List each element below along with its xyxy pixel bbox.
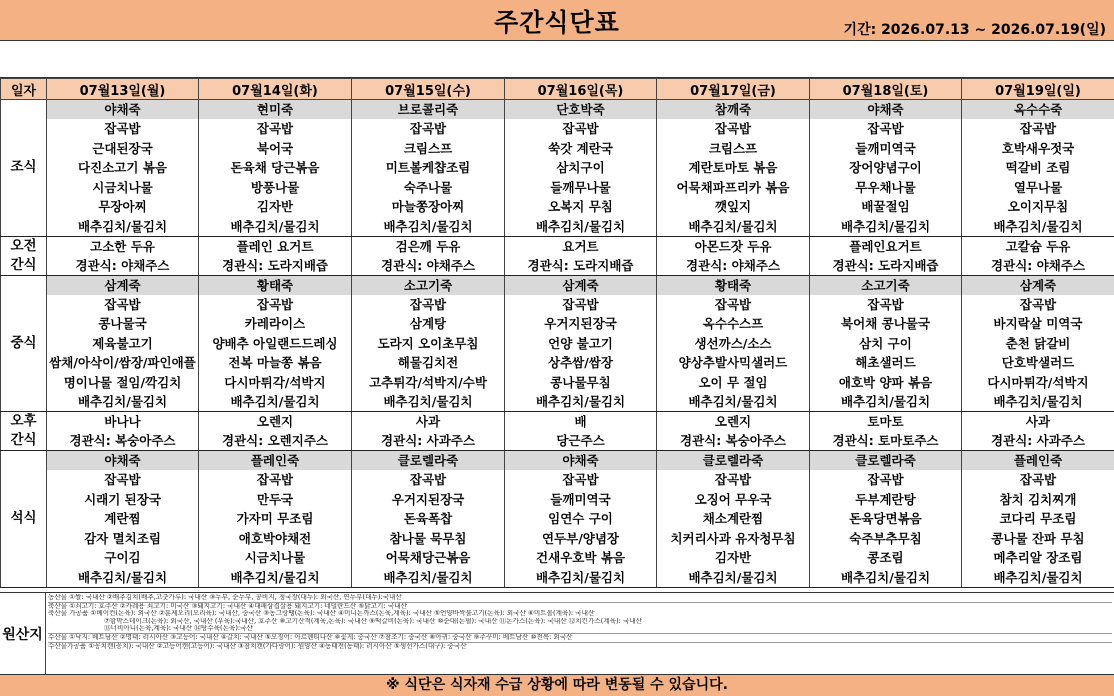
menu-item: 고칼슘 두유: [962, 236, 1114, 256]
menu-item: 잡곡밥: [47, 470, 199, 490]
menu-item: 상추쌈/쌈장: [505, 353, 657, 373]
menu-row: [1, 548, 1114, 568]
menu-item: 바지락살 미역국: [962, 314, 1114, 334]
menu-item: 건새우호박 볶음: [505, 548, 657, 568]
menu-item: 북어채 콩나물국: [810, 314, 962, 334]
header-bar: [0, 0, 1114, 41]
menu-item: 배추김치/물김치: [199, 568, 352, 588]
menu-item: 무우채나물: [810, 178, 962, 198]
menu-item: 사과: [352, 412, 505, 432]
menu-item: 경관식: 야채주스: [352, 256, 505, 276]
day-header: 07월15일(수): [352, 79, 505, 100]
origin-line-meat-processed-3: ⑬너비아니(돈육,계육): 국내산 ⑭탕수육(돈육):국산: [48, 625, 1112, 634]
menu-item: 잡곡밥: [199, 470, 352, 490]
menu-item: 제육불고기: [47, 334, 199, 354]
menu-row: [1, 295, 1114, 315]
menu-item: 클로렐라죽: [810, 451, 962, 471]
menu-item: 검은깨 두유: [352, 236, 505, 256]
menu-item: 숙주나물: [352, 178, 505, 198]
menu-item: 어묵채당근볶음: [352, 548, 505, 568]
menu-item: 춘천 닭갈비: [962, 334, 1114, 354]
day-header: 07월13일(월): [47, 79, 199, 100]
menu-item: 배추김치/물김치: [199, 217, 352, 237]
menu-item: 장어양념구이: [810, 158, 962, 178]
menu-item: 애호박 양파 볶음: [810, 373, 962, 393]
menu-item: 방풍나물: [199, 178, 352, 198]
menu-item: 계란토마토 볶음: [657, 158, 810, 178]
menu-item: 근대된장국: [47, 139, 199, 159]
menu-item: 명이나물 절임/깍김치: [47, 373, 199, 393]
menu-item: 오이지무침: [962, 197, 1114, 217]
menu-item: 잡곡밥: [962, 295, 1114, 315]
menu-item: 가자미 무조림: [199, 509, 352, 529]
menu-item: 생선까스/소스: [657, 334, 810, 354]
menu-item: 크림스프: [352, 139, 505, 159]
menu-item: 황태죽: [199, 275, 352, 295]
menu-item: 메추리알 장조림: [962, 548, 1114, 568]
menu-item: 시금치나물: [199, 548, 352, 568]
menu-item: 배추김치/물김치: [47, 568, 199, 588]
menu-table: [0, 78, 1114, 588]
day-header: 07월17일(금): [657, 79, 810, 100]
day-header: 07월19일(일): [962, 79, 1114, 100]
menu-item: 잡곡밥: [962, 119, 1114, 139]
menu-item: 플레인요거트: [810, 236, 962, 256]
menu-item: 삼치 구이: [810, 334, 962, 354]
menu-item: 두부계란탕: [810, 490, 962, 510]
menu-item: 바나나: [47, 412, 199, 432]
menu-row: [1, 197, 1114, 217]
menu-item: 애호박야채전: [199, 529, 352, 549]
menu-item: 단호박샐러드: [962, 353, 1114, 373]
menu-item: 떡갈비 조림: [962, 158, 1114, 178]
menu-item: 배추김치/물김치: [657, 392, 810, 412]
menu-item: 잡곡밥: [47, 295, 199, 315]
menu-item: 쑥갓 계란국: [505, 139, 657, 159]
menu-row: [1, 373, 1114, 393]
menu-item: 크림스프: [657, 139, 810, 159]
menu-item: 클로렐라죽: [352, 451, 505, 471]
menu-item: 삼계죽: [505, 275, 657, 295]
menu-item: 열무나물: [962, 178, 1114, 198]
menu-item: 옥수수죽: [962, 100, 1114, 120]
menu-item: 잡곡밥: [47, 119, 199, 139]
menu-item: 오징어 무우국: [657, 490, 810, 510]
menu-item: 현미죽: [199, 100, 352, 120]
menu-item: 참치 김치찌개: [962, 490, 1114, 510]
menu-item: 브로콜리죽: [352, 100, 505, 120]
menu-item: 잡곡밥: [199, 119, 352, 139]
menu-item: 해초샐러드: [810, 353, 962, 373]
menu-item: 김자반: [657, 548, 810, 568]
menu-row: [1, 529, 1114, 549]
menu-item: 계란찜: [47, 509, 199, 529]
menu-item: 숙주부추무침: [810, 529, 962, 549]
menu-item: 배추김치/물김치: [352, 568, 505, 588]
menu-item: 경관식: 복숭아주스: [657, 431, 810, 451]
origin-line-meat-processed-2: ⑦함박스테이크(돈육): 외국산, 국내산 (우육):국내산, 호주산 ⑧고기산적(계육,돈육): 국내산 ⑨떡갈비(돈육): 국내산 ⑩순대(돈혈): 국내산 ⑪돈가스(돈육): 국내산 ⑫치킨가스(계육): 국내산: [104, 617, 643, 625]
meal-label: 오후 간식: [1, 412, 47, 451]
menu-item: 플레인죽: [962, 451, 1114, 471]
menu-item: 잡곡밥: [810, 470, 962, 490]
menu-item: 들깨미역국: [505, 490, 657, 510]
menu-row: [1, 412, 1114, 432]
menu-item: 경관식: 도라지배즙: [199, 256, 352, 276]
menu-item: 깻잎지: [657, 197, 810, 217]
menu-item: 마늘쫑장아찌: [352, 197, 505, 217]
menu-item: 참나물 묵무침: [352, 529, 505, 549]
menu-row: [1, 568, 1114, 588]
notice-footer: ※ 식단은 식자재 수급 상황에 따라 변동될 수 있습니다.: [0, 675, 1114, 696]
menu-row: [1, 431, 1114, 451]
menu-item: 무장아찌: [47, 197, 199, 217]
date-header-label: 일자: [1, 79, 47, 100]
period-label: 기간: 2026.07.13 ~ 2026.07.19(일): [843, 22, 1106, 38]
menu-item: 코다리 무조림: [962, 509, 1114, 529]
menu-item: 아몬드잣 두유: [657, 236, 810, 256]
menu-item: 잡곡밥: [505, 119, 657, 139]
menu-item: 잡곡밥: [657, 119, 810, 139]
menu-item: 배추김치/물김치: [505, 568, 657, 588]
menu-item: 들깨미역국: [810, 139, 962, 159]
menu-row: [1, 217, 1114, 237]
menu-item: 삼치구이: [505, 158, 657, 178]
menu-item: 잡곡밥: [962, 470, 1114, 490]
menu-item: 토마토: [810, 412, 962, 432]
menu-item: 오렌지: [657, 412, 810, 432]
menu-item: 잡곡밥: [505, 470, 657, 490]
menu-item: 콩나물 잔파 무침: [962, 529, 1114, 549]
menu-item: 콩나물무침: [505, 373, 657, 393]
menu-item: 잡곡밥: [810, 119, 962, 139]
menu-item: 잡곡밥: [352, 470, 505, 490]
day-header: 07월16일(목): [505, 79, 657, 100]
menu-item: 요거트: [505, 236, 657, 256]
menu-item: 황태죽: [657, 275, 810, 295]
menu-item: 경관식: 토마토주스: [810, 431, 962, 451]
origin-line-seafood-processed: 수산물가공품 ①꽁치캔(꽁치): 국내산 ②고등어캔(고등어): 국내산 ③참치캔(가다랑어): 원양산 ④동태전(동태): 러시아산 ⑤생선가스(대구): 중국산: [48, 642, 467, 650]
menu-row: [1, 392, 1114, 412]
menu-item: 채소계란찜: [657, 509, 810, 529]
meal-label: 석식: [1, 451, 47, 588]
menu-item: 경관식: 사과주스: [962, 431, 1114, 451]
page-title: 주간식단표: [494, 8, 620, 37]
origin-label: 원산지: [0, 593, 46, 675]
menu-item: 야채죽: [47, 451, 199, 471]
menu-item: 우거지된장국: [352, 490, 505, 510]
menu-item: 배추김치/물김치: [657, 217, 810, 237]
menu-item: 플레인 요거트: [199, 236, 352, 256]
menu-item: 잡곡밥: [657, 295, 810, 315]
menu-item: 소고기죽: [352, 275, 505, 295]
menu-item: 사과: [962, 412, 1114, 432]
menu-item: 들깨무나물: [505, 178, 657, 198]
menu-item: 잡곡밥: [352, 119, 505, 139]
menu-item: 고추튀각/석박지/수박: [352, 373, 505, 393]
menu-item: 콩조림: [810, 548, 962, 568]
menu-item: 플레인죽: [199, 451, 352, 471]
blank-row: [0, 41, 1114, 78]
meal-label: 중식: [1, 275, 47, 412]
menu-item: 배추김치/물김치: [352, 217, 505, 237]
menu-item: 북어국: [199, 139, 352, 159]
menu-item: 카레라이스: [199, 314, 352, 334]
menu-row: [1, 509, 1114, 529]
menu-item: 다시마튀각/석박지: [962, 373, 1114, 393]
menu-item: 다진소고기 볶음: [47, 158, 199, 178]
menu-item: 해물김치전: [352, 353, 505, 373]
menu-row: [1, 334, 1114, 354]
menu-row: [1, 236, 1114, 256]
menu-item: 배추김치/물김치: [962, 568, 1114, 588]
menu-item: 잡곡밥: [810, 295, 962, 315]
menu-row: [1, 178, 1114, 198]
origin-line-meat-processed: 축산물 가공품 ①베이컨(돈육): 외국산 ②훈제오리(오리육): 국내산, 중국산 ③동그랑땡(돈육): 국내산 ④미니돈까스(돈육,계육): 국내산 ⑤언양바싹불고기(돈육): 외국산 ⑥미트볼(계육): 국내산: [48, 610, 595, 618]
menu-item: 언양 불고기: [505, 334, 657, 354]
menu-item: 배추김치/물김치: [810, 568, 962, 588]
menu-item: 시래기 된장국: [47, 490, 199, 510]
menu-item: 시금치나물: [47, 178, 199, 198]
menu-item: 경관식: 도라지배즙: [810, 256, 962, 276]
origin-line-seafood: 수산물 ①낙지: 베트남산 ②명태: 러시아산 ③고등어: 국내산 ④갈치: 국내산 ⑤오징어: 아르헨티나산 ⑥꽃게: 중국산 ⑦참조기: 중국산 ⑧아귀: 중국산 ⑨주꾸미: 베트남산 ⑩전복: 외국산: [48, 634, 1112, 643]
menu-item: 배: [505, 412, 657, 432]
menu-item: 삼계죽: [962, 275, 1114, 295]
origin-lines: [48, 594, 1112, 650]
menu-item: 삼계탕: [352, 314, 505, 334]
origin-section: [0, 592, 1114, 675]
menu-row: [1, 139, 1114, 159]
meal-label: 조식: [1, 100, 47, 237]
menu-item: 치커리사과 유자청무침: [657, 529, 810, 549]
menu-item: 경관식: 사과주스: [352, 431, 505, 451]
menu-item: 돈육채 당근볶음: [199, 158, 352, 178]
menu-item: 배추김치/물김치: [810, 392, 962, 412]
menu-row: [1, 119, 1114, 139]
menu-item: 감자 멸치조림: [47, 529, 199, 549]
menu-item: 호박새우젓국: [962, 139, 1114, 159]
menu-item: 배추김치/물김치: [199, 392, 352, 412]
menu-item: 배추김치/물김치: [657, 568, 810, 588]
menu-item: 돈육폭찹: [352, 509, 505, 529]
menu-row: [1, 490, 1114, 510]
menu-item: 야채죽: [505, 451, 657, 471]
menu-item: 오이 무 절임: [657, 373, 810, 393]
menu-item: 오렌지: [199, 412, 352, 432]
menu-item: 배추김치/물김치: [352, 392, 505, 412]
menu-item: 잡곡밥: [505, 295, 657, 315]
menu-item: 배추김치/물김치: [962, 217, 1114, 237]
menu-item: 잡곡밥: [199, 295, 352, 315]
menu-item: 경관식: 야채주스: [962, 256, 1114, 276]
menu-row: [1, 353, 1114, 373]
origin-line-produce: 농산물 ①쌀: 국내산 ②배추김치(배추,고춧가루): 국내산 ③두부, 순두부, 콩비지, 청국장(대두): 외국산, 연두부(대두):국내산: [48, 594, 1112, 603]
menu-row: [1, 314, 1114, 334]
day-header: 07월14일(화): [199, 79, 352, 100]
menu-row: [1, 470, 1114, 490]
menu-row: [1, 158, 1114, 178]
menu-item: 배추김치/물김치: [505, 217, 657, 237]
menu-item: 배추김치/물김치: [962, 392, 1114, 412]
menu-item: 만두국: [199, 490, 352, 510]
menu-item: 클로렐라죽: [657, 451, 810, 471]
menu-row: [1, 275, 1114, 295]
menu-item: 당근주스: [505, 431, 657, 451]
menu-item: 양상추발사믹샐러드: [657, 353, 810, 373]
menu-item: 쌈채/아삭이/쌈장/파인애플: [47, 353, 199, 373]
menu-item: 참깨죽: [657, 100, 810, 120]
menu-item: 소고기죽: [810, 275, 962, 295]
menu-item: 고소한 두유: [47, 236, 199, 256]
menu-row: [1, 100, 1114, 120]
menu-row: [1, 451, 1114, 471]
menu-item: 경관식: 도라지배즙: [505, 256, 657, 276]
menu-item: 우거지된장국: [505, 314, 657, 334]
menu-item: 어묵채파프리카 볶음: [657, 178, 810, 198]
menu-item: 임연수 구이: [505, 509, 657, 529]
meal-label: 오전 간식: [1, 236, 47, 275]
menu-item: 배추김치/물김치: [505, 392, 657, 412]
menu-item: 김자반: [199, 197, 352, 217]
menu-item: 야채죽: [810, 100, 962, 120]
menu-item: 오복지 무침: [505, 197, 657, 217]
menu-item: 배추김치/물김치: [810, 217, 962, 237]
menu-item: 구이김: [47, 548, 199, 568]
menu-item: 경관식: 오렌지주스: [199, 431, 352, 451]
origin-line-meat: 축산물 ①쇠고기: 호주산 ②카레용 쇠고기: 미국산 ③돼지고기: 국내산 ④대패삼겹살용 돼지고기: 네덜란드산 ⑤닭고기: 국내산: [48, 602, 407, 610]
menu-item: 단호박죽: [505, 100, 657, 120]
menu-item: 야채죽: [47, 100, 199, 120]
menu-item: 배꿀절임: [810, 197, 962, 217]
menu-item: 전복 마늘쫑 볶음: [199, 353, 352, 373]
menu-item: 다시마튀각/석박지: [199, 373, 352, 393]
menu-item: 연두부/양념장: [505, 529, 657, 549]
menu-item: 잡곡밥: [352, 295, 505, 315]
menu-item: 배추김치/물김치: [47, 217, 199, 237]
menu-item: 콩나물국: [47, 314, 199, 334]
menu-item: 삼계죽: [47, 275, 199, 295]
menu-item: 돈육당면볶음: [810, 509, 962, 529]
menu-item: 잡곡밥: [657, 470, 810, 490]
menu-item: 미트볼케챱조림: [352, 158, 505, 178]
menu-item: 경관식: 복숭아주스: [47, 431, 199, 451]
menu-row: [1, 256, 1114, 276]
menu-item: 양배추 아일랜드드레싱: [199, 334, 352, 354]
menu-item: 배추김치/물김치: [47, 392, 199, 412]
menu-item: 경관식: 야채주스: [47, 256, 199, 276]
day-header: 07월18일(토): [810, 79, 962, 100]
menu-item: 경관식: 야채주스: [657, 256, 810, 276]
menu-item: 도라지 오이초무침: [352, 334, 505, 354]
menu-item: 옥수수스프: [657, 314, 810, 334]
